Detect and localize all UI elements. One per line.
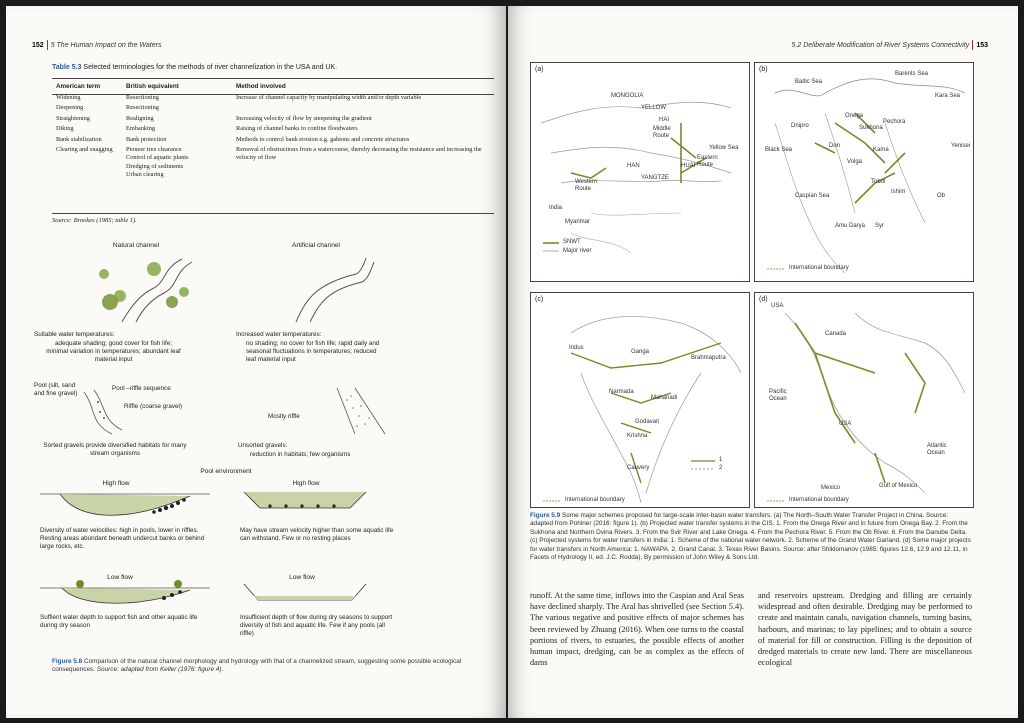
velocity-diversity-text: Diversity of water velocities: high in pools, lower in riffles. Resting areas abundant beneath undercut banks or behind large rocks, etc. (40, 527, 205, 550)
pool-riffle-label: Pool –riffle sequence (112, 385, 171, 392)
artificial-channel-sketch (276, 254, 376, 324)
table-bottom-rule (52, 213, 494, 214)
table-row (52, 135, 494, 145)
figure-5-9-caption (530, 512, 972, 562)
table-row (52, 93, 494, 103)
map-b-label-syr: Syr (875, 223, 884, 229)
map-d-label-atlantic: Atlantic Ocean (927, 443, 947, 456)
figure-5-8-text: Comparison of the natural channel morphology and hydrology with that of a channelized stream, suggesting some possible ecological consequences. (52, 658, 462, 674)
artificial-high-flow-section (240, 488, 370, 512)
map-c-label-narmada: Narmada (609, 389, 634, 395)
map-d-label-canada: Canada (825, 331, 847, 337)
table-row (52, 103, 494, 113)
table-cell-british: Embanking (126, 125, 156, 133)
table-cell-method: Methods to control bank erosion e.g. gabions and concrete structures (236, 135, 410, 143)
map-c-drawing (531, 293, 749, 507)
table-cell-american: Clearing and snagging (56, 146, 113, 154)
natural-channel-title: Natural channel (112, 242, 160, 249)
table-cell-method (232, 103, 494, 113)
body-column-2: and reservoirs upstream. Dredging and filling are certainly widespread and often desirable. Dredging may be performed to create and maintain canals, navigation channels, turning basins, harbours, and marinas; to lay pipelines; and to obtain a source of material for fill or construction. Filling is the deposition of dredged materials to create new land. There are miscellaneous ecological (758, 591, 972, 668)
map-a-label-eastern-route: Eastern Route (697, 155, 718, 168)
insufficient-depth-text: Insufficient depth of flow during dry seasons to support diversity of fish and aquatic life. Few if any pools (all riffle) (240, 614, 393, 637)
map-c-legend-2: 2 (719, 465, 723, 471)
map-b-label-dnipro: Dnipro (791, 123, 809, 129)
riffle-label: Riffle (coarse gravel) (124, 403, 182, 410)
map-b-label-kara: Kara Sea (935, 93, 961, 99)
table-cell-british: Bank protection (126, 135, 167, 143)
map-b-cis (754, 62, 974, 282)
body-column-1: runoff. At the same time, inflows into the Caspian and Aral Seas have declined sharply. The Aral has shrivelled (see Section 5.4). The various negative and positive effects of major schemes has been reviewed by Zhuang (2016). When one turns to the coastal portions of rivers, to estuaries, the possible effects of another human impact, dredging, can be as complex as the effects of dams (530, 591, 744, 668)
map-d-label-gulf: Gulf of Mexico (879, 483, 918, 489)
figure-5-8-caption (52, 658, 492, 675)
right-running-head (792, 40, 988, 50)
map-a-legend-river: Major river (563, 248, 592, 254)
map-d-panel: (d) (759, 296, 768, 303)
map-b-label-kama: Kama (873, 147, 889, 153)
sufficient-depth-text: Suffient water depth to support fish and other aquatic life during dry season (40, 614, 198, 629)
figure-5-8-source: Source: adapted from Keller (1976: figure 4). (96, 666, 224, 674)
map-d-label-pacific: Pacific Ocean (769, 389, 787, 402)
unsorted-gravels-detail: reduction in habitats; few organisms (250, 451, 351, 458)
stream-velocity-text: May have stream velocity higher than some aquatic life can withstand. Few or no resting places (240, 527, 394, 542)
map-a-label-yellow-sea: Yellow Sea (709, 145, 739, 151)
map-b-label-barents: Barents Sea (895, 71, 929, 77)
map-b-label-onega: Onega (845, 113, 864, 119)
artificial-channel-title: Artificial channel (291, 242, 340, 249)
natural-channel-sketch (92, 254, 202, 324)
map-c-label-mahanadi: Mahanadi (651, 395, 678, 401)
low-flow-artificial-label: Low flow (289, 574, 315, 581)
map-a-label-middle-route: Middle Route (653, 126, 671, 139)
map-b-label-sukhona: Sukhona (859, 125, 883, 131)
map-c-legend-1: 1 (719, 457, 723, 463)
map-b-label-black-sea: Black Sea (765, 147, 793, 153)
map-c-india (530, 292, 750, 508)
map-d-north-america (754, 292, 974, 508)
map-a-label-western-route: Western Route (575, 179, 598, 192)
table-cell-british: Resectioning (126, 94, 159, 101)
natural-temp-heading: Suitable water temperatures: (34, 331, 115, 338)
header-british: British equivalent (126, 83, 179, 90)
table-row (52, 124, 494, 134)
table-title-label: Table 5.3 (52, 64, 82, 71)
map-c-label-godavari: Godavari (635, 419, 660, 425)
table-cell-american: Widening (56, 94, 81, 101)
table-cell-method: Increase of channel capacity by manipulating width and/or depth variable (236, 94, 422, 101)
header-american: American term (56, 83, 101, 90)
table-title-text: Selected terminologies for the methods of river channelization in the USA and UK. (83, 64, 338, 71)
map-a-label-mongolia: MONGOLIA (611, 93, 644, 99)
map-d-label-usa: USA (839, 421, 852, 427)
map-a-china (530, 62, 750, 282)
table-cell-british: Pioneer tree clearance Control of aquatic plants Dredging of sediments Urban clearing (126, 146, 189, 179)
pool-label: Pool (silt, sand and fine gravel) (34, 382, 78, 397)
right-page-number: 153 (976, 41, 988, 49)
right-running-head-text: 5.2 Deliberate Modification of River Systems Connectivity (791, 41, 970, 49)
left-page (6, 6, 506, 718)
table-cell-method: Raising of channel banks to confine floodwaters (236, 125, 358, 133)
map-a-label-india: India (549, 205, 563, 211)
figure-5-9-text: Some major schemes proposed for large-scale inter-basin water transfers. (a) The North–South Water Transfer Project in China. Source: adapted from Pohlner (2016: figure 1). (b) Projected water transfer systems in the CIS. 1. From the Onega River and in future from Onega Bay. 2. From the Sukhona and Northern Dvina Rivers. 3. From the Svir River and Lake Onega. 4. From the Pechora River. 5. From the Ob River. 6. From the Danube Delta. (c) Projected systems for water transfers in India: 1. Scheme of the national water network. 2. Scheme of the Grand Water Garland. (d) Some major projects for water transfers in North America: 1. NAWAPA. 2. Grand Canal. 3. Texas River Basins. Source: after Shiklomanov (1985: figures 12.6, 12.9 and 12.11, in Facets of Hydrology II, ed. J.C. Rodda). By permission of John Wiley & Sons Ltd. (530, 512, 971, 562)
table-header-row (52, 80, 494, 93)
map-c-label-ganga: Ganga (631, 349, 650, 355)
map-c-panel: (c) (535, 296, 544, 303)
table-cell-british: Resectioning (126, 104, 159, 112)
map-c-label-cauvery: Cauvery (627, 465, 650, 471)
map-b-legend-boundary: International boundary (789, 265, 849, 271)
map-b-label-volga: Volga (847, 159, 863, 165)
table-row (52, 145, 494, 181)
natural-low-flow-section (40, 578, 210, 608)
map-a-label-hai: HAI (659, 117, 670, 123)
pool-environment-label: Pool environment (200, 468, 252, 475)
figure-5-9-label: Figure 5.9 (530, 512, 561, 519)
map-a-legend-snwt: SNWT (563, 239, 581, 245)
natural-temp-detail: adequate shading; good cover for fish life; minimal variation in temperatures; abundant leaf material input (46, 340, 181, 363)
map-b-label-caspian: Caspian Sea (795, 193, 830, 199)
table-cell-american: Bank stabilization (56, 135, 102, 143)
table-cell-british: Realigning (126, 114, 154, 122)
natural-high-flow-section (40, 488, 210, 522)
map-c-legend-boundary: International boundary (565, 497, 625, 503)
map-b-label-yenisei: Yenisei (951, 143, 971, 149)
map-b-label-baltic: Baltic Sea (795, 79, 823, 85)
map-d-label-mexico: Mexico (821, 485, 841, 491)
artificial-temp-heading: Increased water temperatures: (236, 331, 322, 338)
map-a-panel: (a) (535, 66, 544, 73)
artificial-temp-detail: no shading; no cover for fish life; rapid daily and seasonal fluctuations in temperatures; reduced leaf material input (246, 340, 380, 363)
right-page (508, 6, 1018, 718)
table-cell-american: Straightening (56, 114, 90, 122)
low-flow-natural-label: Low flow (107, 574, 133, 581)
high-flow-natural-label: High flow (102, 480, 130, 487)
table-cell-method: Increasing velocity of flow by steepening the gradient (236, 114, 372, 122)
pool-riffle-sketch (76, 388, 126, 438)
map-b-label-ishim: Ishim (891, 189, 906, 195)
header-method: Method involved (236, 83, 286, 90)
artificial-low-flow-section (240, 582, 370, 604)
sorted-gravels-text: Sorted gravels provide diversified habitats for many stream organisms (43, 442, 187, 457)
channelization-table (52, 80, 494, 181)
table-row (52, 114, 494, 124)
table-cell-method: Removal of obstructions from a watercourse, thereby decreasing the resistance and increasing the velocity of flow (236, 146, 482, 162)
table-cell-american: Diking (56, 125, 74, 133)
map-a-label-huai: HUAI (681, 163, 696, 169)
table-source: Source: Brookes (1985; table 1). (52, 217, 137, 224)
map-b-label-pechora: Pechora (883, 119, 906, 125)
map-d-legend-boundary: International boundary (789, 497, 849, 503)
high-flow-artificial-label: High flow (292, 480, 320, 487)
left-page-number: 152 (32, 41, 44, 49)
map-a-label-han: HAN (627, 163, 640, 169)
map-b-label-ob: Ob (937, 193, 946, 199)
map-a-label-yangtze: YANGTZE (641, 175, 669, 181)
map-c-label-indus: Indus (569, 345, 584, 351)
map-d-label-usa-north: USA (771, 303, 784, 309)
map-c-label-krishna: Krishna (627, 433, 648, 439)
map-a-label-myanmar: Myanmar (565, 219, 591, 225)
table-cell-american: Deepening (56, 104, 84, 112)
map-c-label-brahmaputra: Brahmaputra (691, 355, 726, 361)
map-b-label-amu-darya: Amu Darya (835, 223, 866, 229)
left-running-head-text: 5 The Human Impact on the Waters (50, 41, 162, 49)
mostly-riffle-label: Mostly riffle (268, 413, 300, 420)
left-running-head (32, 40, 161, 50)
map-b-label-tobol: Tobol (871, 179, 886, 185)
map-b-label-don: Don (829, 143, 841, 149)
figure-5-8-label: Figure 5.8 (52, 658, 83, 665)
table-title (52, 64, 337, 71)
unsorted-gravels-heading: Unsorted gravels: (238, 442, 288, 449)
map-a-label-yellow: YELLOW (641, 105, 667, 111)
map-b-panel: (b) (759, 66, 768, 73)
table-top-rule (52, 78, 494, 79)
mostly-riffle-sketch (331, 386, 391, 436)
